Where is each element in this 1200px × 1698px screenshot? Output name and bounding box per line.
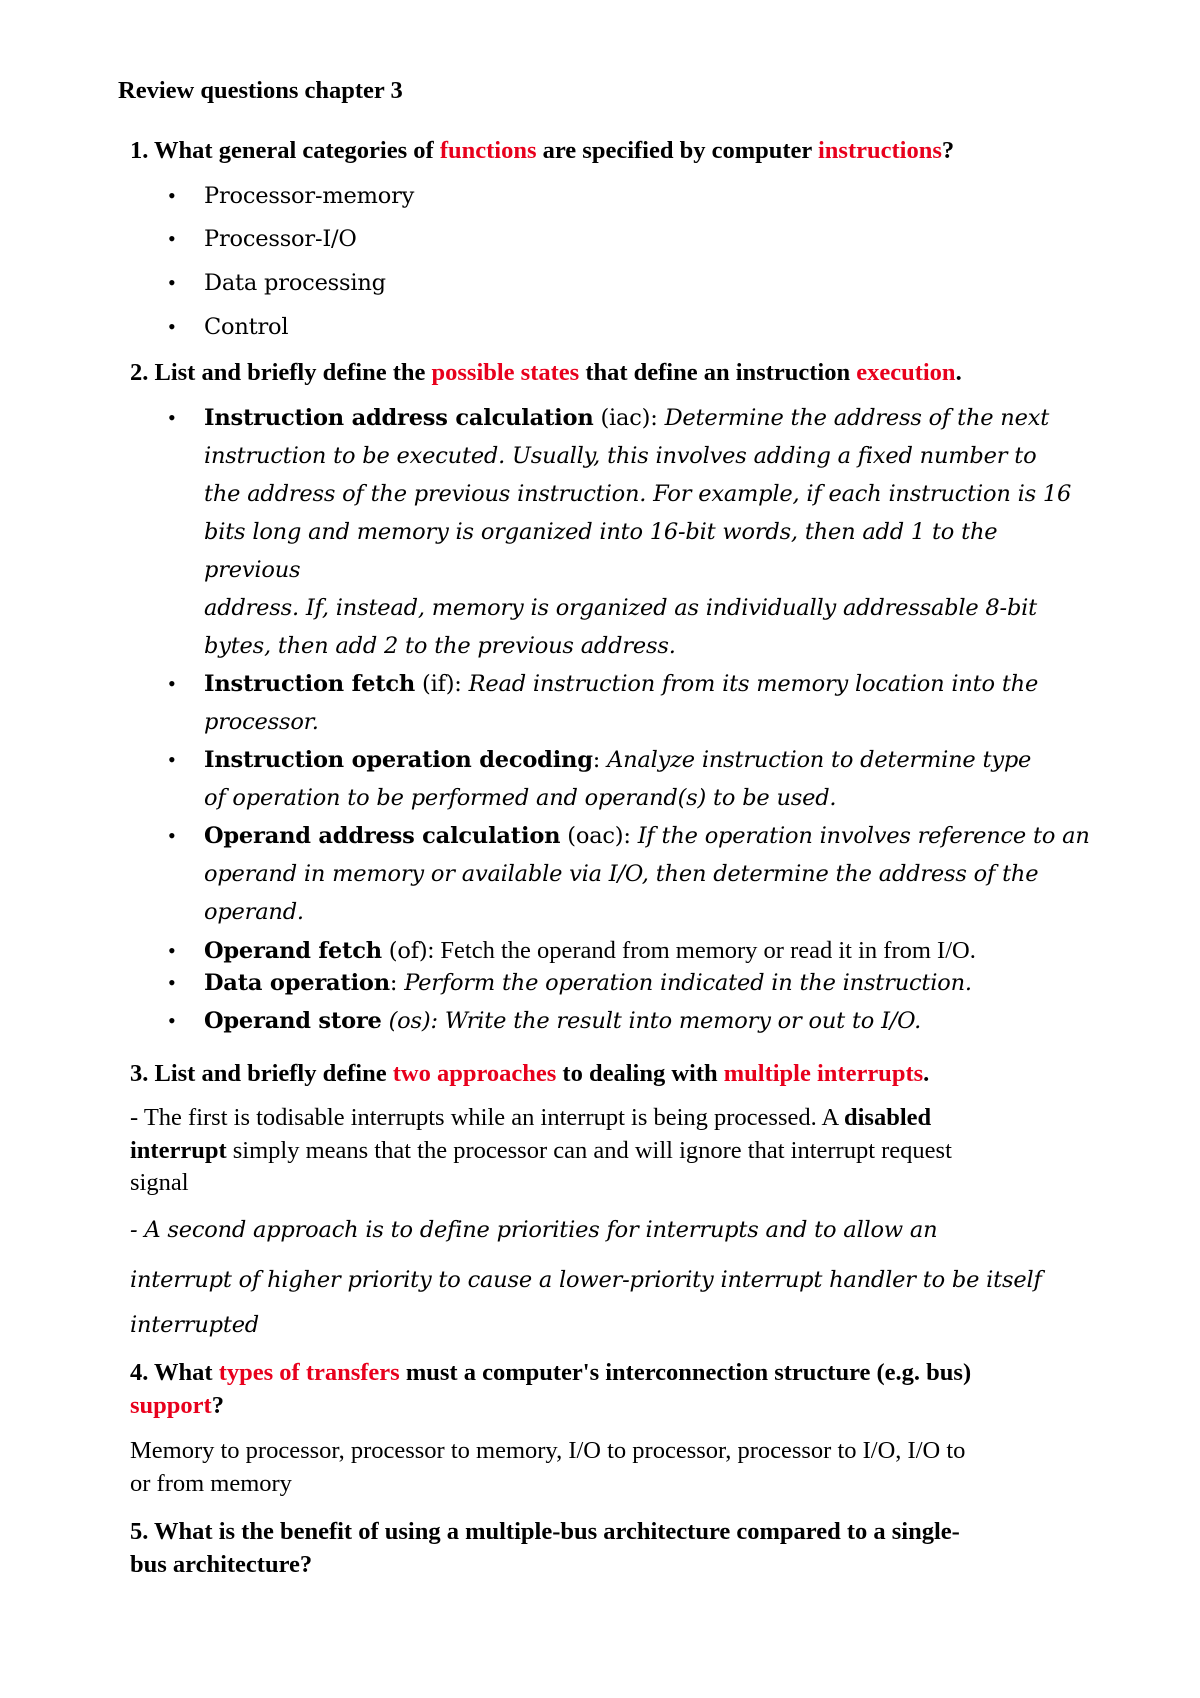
highlight-two-approaches: two approaches: [392, 1060, 557, 1087]
bullet-icon: •: [168, 823, 176, 848]
answer-4-line: or from memory: [130, 1470, 292, 1497]
question-5-cont: bus architecture?: [130, 1551, 313, 1578]
bullet-icon: •: [168, 270, 176, 295]
answer-4-line: Memory to processor, processor to memory, I/O to processor, processor to I/O, I/O to: [130, 1437, 966, 1464]
item-text-line: bytes, then add 2 to the previous address.: [204, 633, 676, 659]
item-text-line: operand in memory or available via I/O, then determine the address of the: [204, 861, 1039, 887]
highlight-instructions: instructions: [817, 137, 942, 164]
list-item: Processor-memory: [204, 183, 415, 209]
list-item: Operand store (os): Write the result into memory or out to I/O.: [204, 1008, 922, 1034]
state-term: Data operation: [204, 970, 390, 996]
answer-3-line: - A second approach is to define priorities for interrupts and to allow an: [130, 1217, 938, 1243]
bullet-icon: •: [168, 938, 176, 963]
bullet-icon: •: [168, 1008, 176, 1033]
state-term: Operand store: [204, 1008, 382, 1034]
item-text-line: of operation to be performed and operand(s) to be used.: [204, 785, 837, 811]
question-5: 5. What is the benefit of using a multiple-bus architecture compared to a single-: [130, 1518, 960, 1545]
bullet-icon: •: [168, 970, 176, 995]
item-text-line: the address of the previous instruction. For example, if each instruction is 16: [204, 481, 1072, 507]
highlight-multiple-interrupts: multiple interrupts: [723, 1060, 924, 1087]
page-title: Review questions chapter 3: [118, 77, 403, 104]
highlight-execution: execution: [856, 359, 956, 386]
state-term: Operand fetch: [204, 938, 382, 964]
bullet-icon: •: [168, 314, 176, 339]
bullet-icon: •: [168, 226, 176, 251]
item-text-line: instruction to be executed. Usually, this involves adding a fixed number to: [204, 443, 1037, 469]
highlight-support: support: [130, 1392, 212, 1419]
list-item: Operand fetch (of): Fetch the operand from memory or read it in from I/O.: [204, 937, 976, 964]
highlight-types-of-transfers: types of transfers: [218, 1359, 400, 1386]
list-item: Operand address calculation (oac): If the operation involves reference to an: [204, 823, 1090, 849]
question-2: 2. List and briefly define the possible states that define an instruction execution.: [130, 359, 962, 386]
bullet-icon: •: [168, 747, 176, 772]
bullet-icon: •: [168, 671, 176, 696]
list-item: Instruction operation decoding: Analyze instruction to determine type: [204, 747, 1032, 773]
question-4: 4. What types of transfers must a computer's interconnection structure (e.g. bus): [130, 1359, 972, 1386]
item-text-line: address. If, instead, memory is organized as individually addressable 8-bit: [204, 595, 1037, 621]
answer-3-line: - The first is todisable interrupts while an interrupt is being processed. A disabled: [130, 1104, 932, 1131]
list-item: Control: [204, 314, 289, 340]
answer-3-line: signal: [130, 1169, 189, 1196]
item-text-line: bits long and memory is organized into 16-bit words, then add 1 to the: [204, 519, 998, 545]
list-item: Data processing: [204, 270, 386, 296]
state-term: Instruction operation decoding: [204, 747, 593, 773]
answer-3-line: interrupt simply means that the processor can and will ignore that interrupt request: [130, 1137, 952, 1164]
answer-3-line: interrupt of higher priority to cause a lower-priority interrupt handler to be itself: [130, 1267, 1042, 1293]
bullet-icon: •: [168, 183, 176, 208]
item-text-line: operand.: [204, 899, 304, 925]
question-1: 1. What general categories of functions are specified by computer instructions?: [130, 137, 955, 164]
bullet-icon: •: [168, 405, 176, 430]
state-term: Instruction address calculation: [204, 405, 594, 431]
state-term: Instruction fetch: [204, 671, 416, 697]
state-term: Operand address calculation: [204, 823, 561, 849]
question-3: 3. List and briefly define two approaches to dealing with multiple interrupts.: [130, 1060, 930, 1087]
list-item: Instruction fetch (if): Read instruction from its memory location into the: [204, 671, 1039, 697]
question-4-cont: support?: [130, 1392, 224, 1419]
answer-3-line: interrupted: [130, 1312, 260, 1338]
highlight-possible-states: possible states: [431, 359, 580, 386]
list-item: Processor-I/O: [204, 226, 357, 252]
list-item: Instruction address calculation (iac): Determine the address of the next: [204, 405, 1050, 431]
item-text-line: processor.: [204, 709, 319, 735]
list-item: Data operation: Perform the operation indicated in the instruction.: [204, 970, 972, 996]
highlight-functions: functions: [439, 137, 537, 164]
item-text-line: previous: [204, 557, 301, 583]
